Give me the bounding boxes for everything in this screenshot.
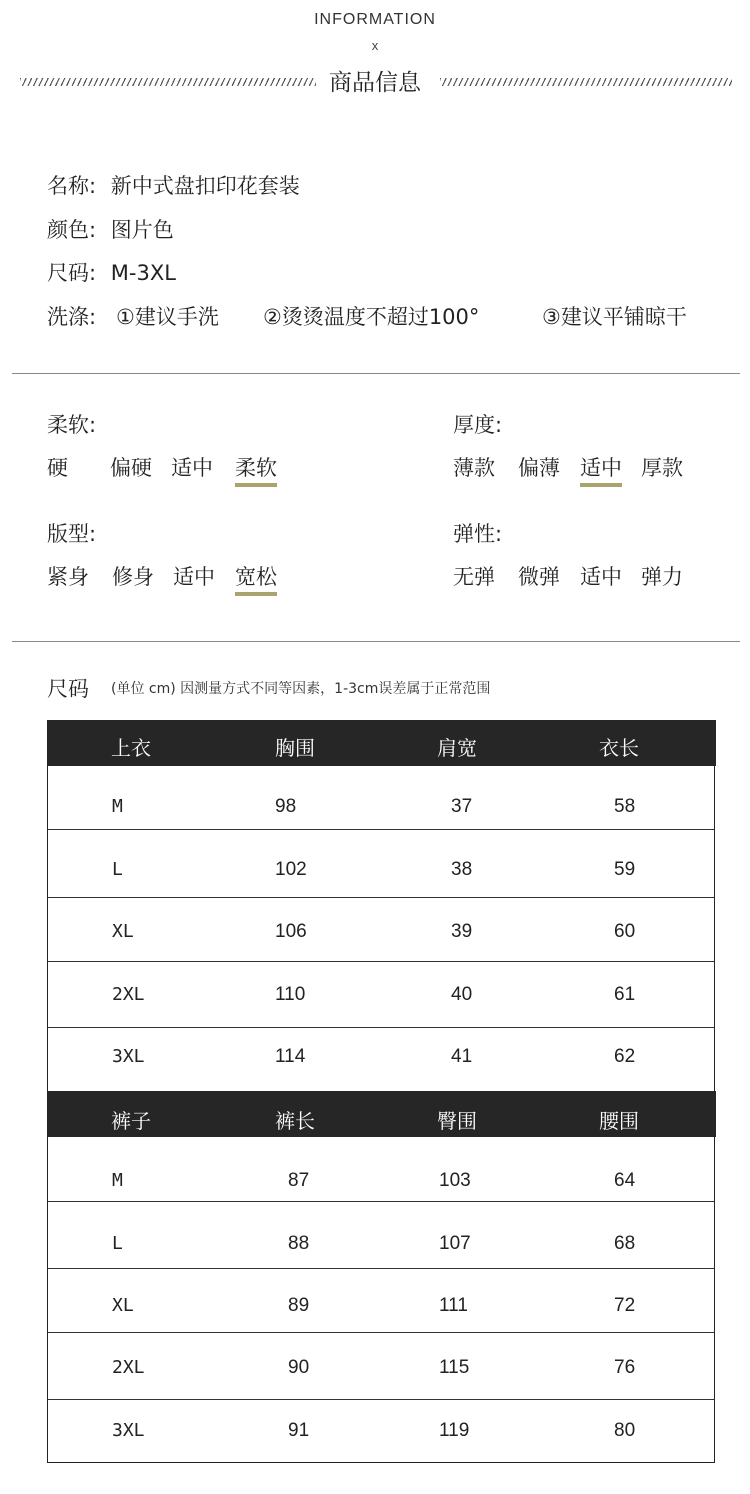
table-cell-size: XL bbox=[112, 921, 134, 942]
table-cell-size: 3XL bbox=[112, 1420, 145, 1441]
table-header bbox=[48, 720, 716, 766]
softness-option: 适中 bbox=[171, 456, 213, 480]
table-cell: 89 bbox=[288, 1295, 310, 1316]
softness-option: 硬 bbox=[47, 456, 68, 480]
table-cell: 87 bbox=[288, 1170, 310, 1191]
info-name-key: 名称: bbox=[47, 174, 97, 198]
table-row-divider bbox=[48, 1399, 714, 1400]
table-header-cell: 上衣 bbox=[111, 736, 151, 760]
table-cell: 64 bbox=[614, 1170, 636, 1191]
table-cell: 72 bbox=[614, 1295, 636, 1316]
table-cell: 39 bbox=[451, 921, 473, 942]
wash-option: ②烫烫温度不超过100° bbox=[263, 305, 480, 329]
table-cell: 61 bbox=[614, 984, 636, 1005]
info-color-value: 图片色 bbox=[110, 218, 174, 242]
table-cell-size: XL bbox=[112, 1295, 134, 1316]
table-cell: 115 bbox=[439, 1357, 470, 1378]
table-cell: 88 bbox=[288, 1233, 310, 1254]
table-header-cell: 胸围 bbox=[275, 736, 315, 760]
table-header-cell: 肩宽 bbox=[437, 736, 477, 760]
table-cell: 62 bbox=[614, 1046, 636, 1067]
elasticity-option: 微弹 bbox=[518, 565, 560, 589]
table-cell: 90 bbox=[288, 1357, 310, 1378]
table-row-divider bbox=[48, 1268, 714, 1269]
table-header-cell: 臀围 bbox=[437, 1109, 477, 1133]
table-cell-size: 2XL bbox=[112, 1357, 145, 1378]
table-cell-size: L bbox=[112, 859, 123, 880]
table-cell: 58 bbox=[614, 796, 636, 817]
fit-option: 修身 bbox=[112, 565, 154, 589]
table-cell-size: 2XL bbox=[112, 984, 145, 1005]
info-size-key: 尺码: bbox=[47, 261, 97, 285]
table-cell-size: M bbox=[112, 1170, 123, 1191]
fit-label: 版型: bbox=[47, 522, 97, 546]
table-row-divider bbox=[48, 829, 714, 830]
table-header-cell: 裤长 bbox=[275, 1109, 315, 1133]
elasticity-option: 适中 bbox=[580, 565, 622, 589]
softness-option: 偏硬 bbox=[110, 456, 152, 480]
section-title-row bbox=[0, 64, 750, 98]
info-name bbox=[47, 170, 300, 200]
info-name-value: 新中式盘扣印花套装 bbox=[110, 174, 300, 198]
table-cell-size: L bbox=[112, 1233, 123, 1254]
table-cell: 114 bbox=[275, 1046, 306, 1067]
divider bbox=[12, 373, 740, 374]
divider bbox=[12, 641, 740, 642]
hatch-decoration-right bbox=[440, 78, 732, 86]
table-header bbox=[48, 1091, 716, 1137]
thickness-option: 偏薄 bbox=[518, 456, 560, 480]
table-cell: 76 bbox=[614, 1357, 636, 1378]
table-cell: 91 bbox=[288, 1420, 310, 1441]
elasticity-option: 弹力 bbox=[641, 565, 683, 589]
info-size-value: M-3XL bbox=[110, 261, 176, 285]
table-header-cell: 裤子 bbox=[111, 1109, 151, 1133]
table-cell-size: M bbox=[112, 796, 123, 817]
header-english-title: INFORMATION bbox=[314, 11, 436, 28]
fit-option-selected: 宽松 bbox=[235, 561, 277, 596]
fit-option: 紧身 bbox=[47, 565, 89, 589]
elasticity-label: 弹性: bbox=[453, 522, 503, 546]
softness-label: 柔软: bbox=[47, 413, 97, 437]
table-cell: 98 bbox=[275, 796, 297, 817]
table-cell: 103 bbox=[439, 1170, 471, 1191]
info-wash-key: 洗涤: bbox=[47, 305, 97, 329]
table-cell: 111 bbox=[439, 1295, 468, 1316]
table-row-divider bbox=[48, 1027, 714, 1028]
elasticity-option: 无弹 bbox=[453, 565, 495, 589]
table-row-divider bbox=[48, 1332, 714, 1333]
fit-option: 适中 bbox=[173, 565, 215, 589]
table-cell: 107 bbox=[439, 1233, 471, 1254]
size-chart-title: 尺码 bbox=[47, 677, 89, 701]
table-header-cell: 衣长 bbox=[599, 736, 639, 760]
info-size bbox=[47, 257, 176, 287]
thickness-option-selected: 适中 bbox=[580, 452, 622, 487]
info-color-key: 颜色: bbox=[47, 218, 97, 242]
table-cell: 68 bbox=[614, 1233, 636, 1254]
table-row-divider bbox=[48, 961, 714, 962]
wash-option: ①建议手洗 bbox=[116, 305, 219, 329]
wash-option: ③建议平铺晾干 bbox=[542, 305, 687, 329]
info-color bbox=[47, 214, 174, 244]
top-size-table bbox=[47, 720, 715, 1091]
size-chart-note: (单位 cm) 因测量方式不同等因素，1-3cm误差属于正常范围 bbox=[111, 681, 491, 697]
table-cell: 102 bbox=[275, 859, 307, 880]
table-cell: 106 bbox=[275, 921, 307, 942]
table-cell: 110 bbox=[275, 984, 306, 1005]
table-cell: 80 bbox=[614, 1420, 636, 1441]
table-cell: 59 bbox=[614, 859, 636, 880]
table-cell: 60 bbox=[614, 921, 636, 942]
pants-size-table bbox=[47, 1091, 715, 1463]
section-title: 商品信息 bbox=[329, 70, 421, 96]
header-separator-x: x bbox=[371, 38, 379, 53]
table-cell-size: 3XL bbox=[112, 1046, 145, 1067]
thickness-option: 厚款 bbox=[641, 456, 683, 480]
softness-option-selected: 柔软 bbox=[235, 452, 277, 487]
table-row-divider bbox=[48, 897, 714, 898]
table-cell: 41 bbox=[451, 1046, 473, 1067]
table-row-divider bbox=[48, 1201, 714, 1202]
thickness-label: 厚度: bbox=[453, 413, 503, 437]
thickness-option: 薄款 bbox=[453, 456, 495, 480]
table-cell: 119 bbox=[439, 1420, 470, 1441]
table-cell: 37 bbox=[451, 796, 473, 817]
table-header-cell: 腰围 bbox=[599, 1109, 639, 1133]
table-cell: 38 bbox=[451, 859, 473, 880]
table-cell: 40 bbox=[451, 984, 473, 1005]
